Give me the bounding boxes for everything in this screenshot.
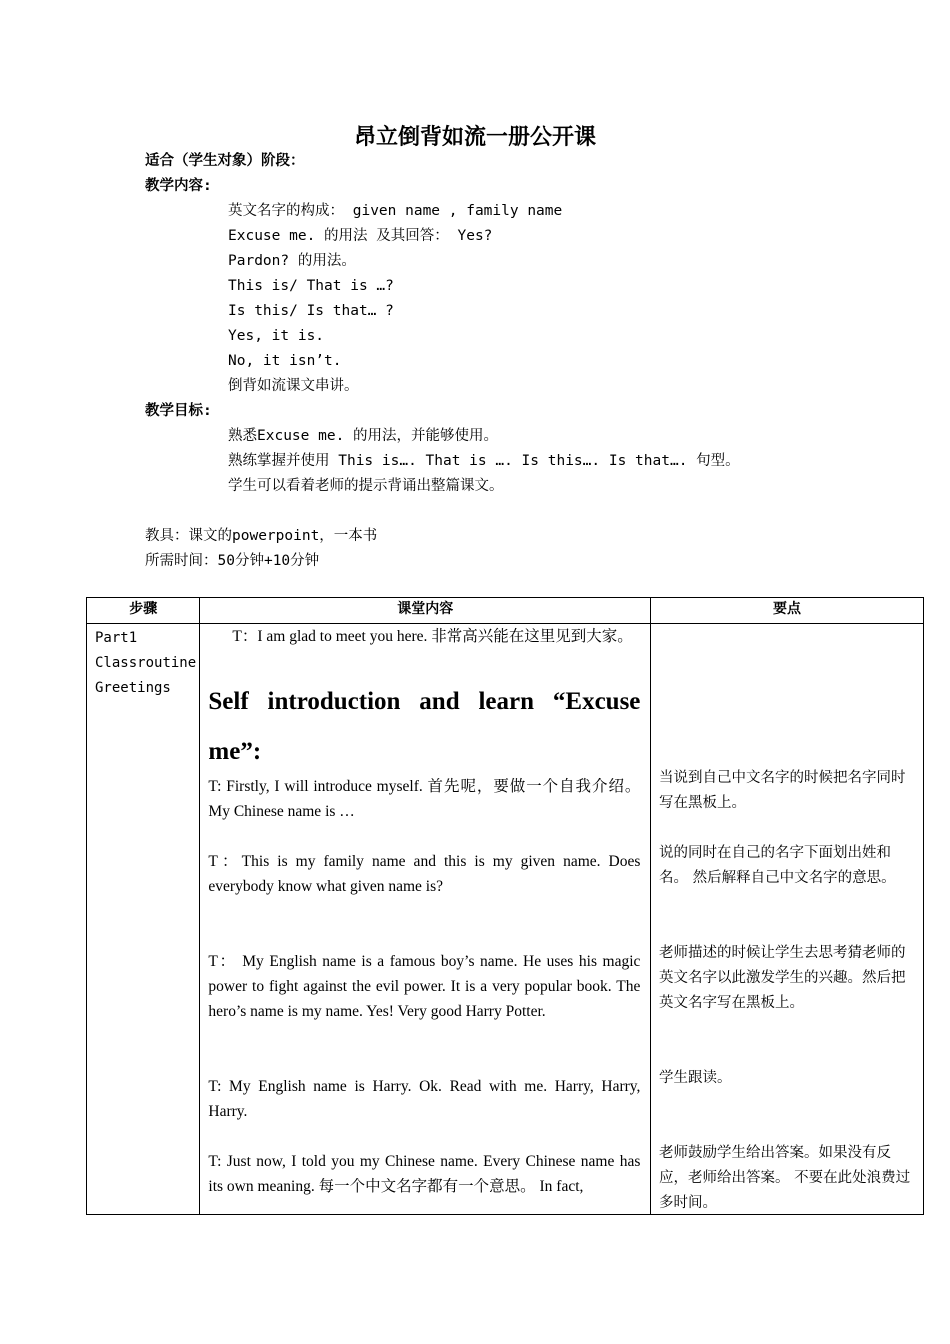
content-item: This is/ That is …? [228,278,394,294]
section-heading-line1: Self introduction and learn “Excuse [208,688,641,715]
goals-label: 教学目标: [145,403,212,419]
header-step: 步骤 [87,598,200,624]
step-cell [87,624,200,1215]
content-item: Is this/ Is that… ? [228,303,394,319]
goal-item: 学生可以看着老师的提示背诵出整篇课文。 [228,478,504,494]
document-title: 昂立倒背如流一册公开课 [353,124,596,150]
table-header-row [87,598,924,624]
paragraph: T: My English name is Harry. Ok. Read with me. Harry, Harry, Harry. [208,1078,641,1120]
paragraph: T: Firstly, I will introduce myself. 首先呢，要做一个自我介绍。 My Chinese name is … [208,778,641,820]
table-row [87,624,924,1215]
paragraph: T: Just now, I told you my Chinese name. Every Chinese name has its own meaning. 每一个中文名字都有一个意思。 In fact, [208,1153,641,1195]
audience-label: 适合（学生对象）阶段： [145,153,305,169]
note: 老师鼓励学生给出答案。如果没有反应，老师给出答案。 不要在此处浪费过多时间。 [659,1145,911,1211]
note: 说的同时在自己的名字下面划出姓和名。 然后解释自己中文名字的意思。 [659,845,896,886]
content-item: Excuse me. 的用法 及其回答： Yes? [228,228,493,244]
goal-item: 熟练掌握并使用 This is…. That is …. Is this…. Is that…. 句型。 [228,453,740,469]
step-class: Class [95,655,138,671]
paragraph: T： My English name is a famous boy’s name. He uses his magic power to fight against the evil power. It is a very popular book. The hero’s name is my name. Yes! Very good Harry Potter. [208,953,641,1020]
content-item: Pardon? 的用法。 [228,253,356,269]
note: 老师描述的时候让学生去思考猜老师的英文名字以此激发学生的兴趣。然后把英文名字写在黑板上。 [659,945,906,1011]
step-greetings: Greetings [95,680,171,696]
content-item: 倒背如流课文串讲。 [228,378,359,394]
keypoints-cell [651,624,924,1215]
content-label: 教学内容: [145,178,212,194]
content-item: Yes, it is. [228,328,325,344]
note: 当说到自己中文名字的时候把名字同时写在黑板上。 [659,770,906,811]
content-cell [200,624,651,1215]
lesson-table [86,597,924,1215]
step-part: Part1 [95,630,138,646]
content-item: 英文名字的构成： given name , family name [228,203,563,219]
goal-item: 熟悉Excuse me. 的用法，并能够使用。 [228,428,499,444]
time-line: 所需时间：50分钟+10分钟 [145,553,320,569]
content-item: No, it isn’t. [228,353,342,369]
header-content: 课堂内容 [200,598,651,624]
note: 学生跟读。 [659,1070,732,1086]
section-heading-line2: me”: [208,738,262,765]
tools-line: 教具：课文的powerpoint，一本书 [145,528,378,544]
step-routine: routine [137,655,197,671]
header-keypoints: 要点 [651,598,924,624]
greeting-text: T：I am glad to meet you here. 非常高兴能在这里见到大家。 [232,628,633,645]
paragraph: T：This is my family name and this is my given name. Does everybody know what given name is? [208,853,641,895]
